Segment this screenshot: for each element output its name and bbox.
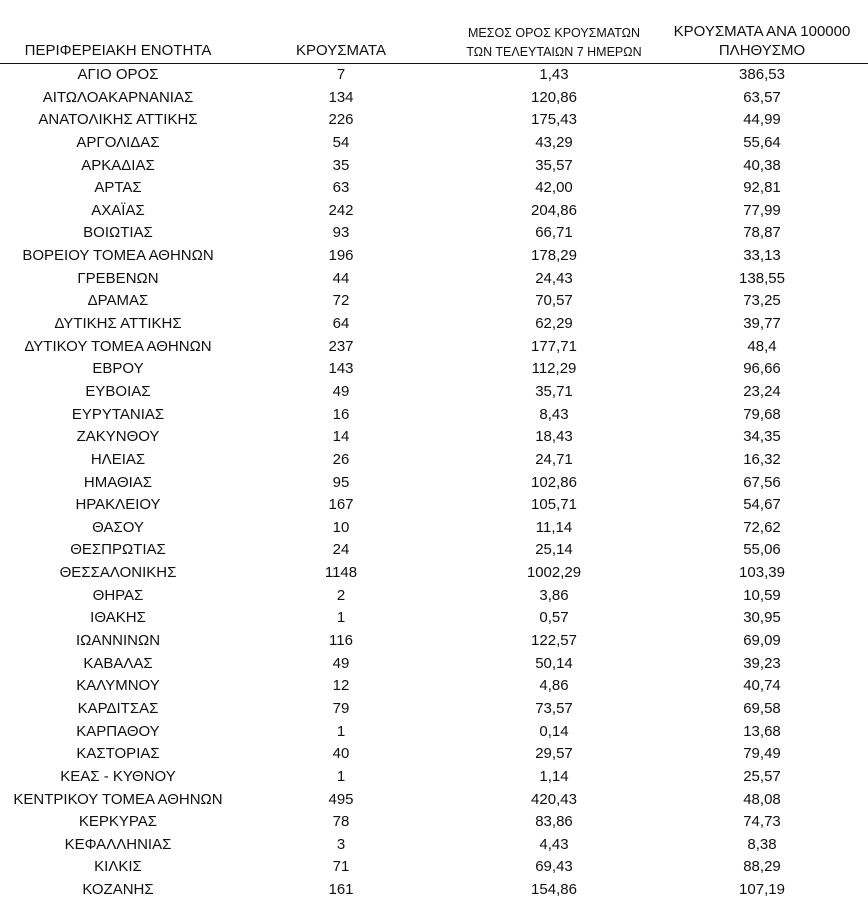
table-row bbox=[0, 268, 868, 291]
table-body bbox=[0, 64, 868, 902]
table-row bbox=[0, 879, 868, 902]
cell-per100k: 23,24 bbox=[743, 382, 781, 400]
cell-avg7: 73,57 bbox=[535, 699, 573, 717]
cell-avg7: 25,14 bbox=[535, 541, 573, 559]
cell-per100k: 69,09 bbox=[743, 632, 781, 650]
cell-cases: 35 bbox=[332, 156, 350, 174]
cell-avg7: 178,29 bbox=[531, 247, 577, 265]
cell-region: ΑΡΚΑΔΙΑΣ bbox=[81, 156, 155, 174]
cell-region: ΑΡΓΟΛΙΔΑΣ bbox=[76, 133, 160, 151]
table-row bbox=[0, 494, 868, 517]
cell-per100k: 74,73 bbox=[743, 813, 781, 831]
cell-cases: 44 bbox=[332, 269, 350, 287]
cell-cases: 1 bbox=[336, 722, 346, 740]
cell-avg7: 112,29 bbox=[531, 360, 577, 378]
table-row bbox=[0, 834, 868, 857]
cell-cases: 79 bbox=[332, 699, 350, 717]
cell-region: ΖΑΚΥΝΘΟΥ bbox=[76, 428, 160, 446]
table-row bbox=[0, 721, 868, 744]
cell-avg7: 83,86 bbox=[535, 813, 573, 831]
cell-cases: 1148 bbox=[324, 564, 358, 582]
cell-per100k: 73,25 bbox=[743, 292, 781, 310]
table-row bbox=[0, 539, 868, 562]
cell-region: ΘΑΣΟΥ bbox=[92, 518, 144, 536]
cell-per100k: 78,87 bbox=[743, 224, 781, 242]
cell-avg7: 66,71 bbox=[535, 224, 573, 242]
cell-cases: 7 bbox=[336, 66, 346, 83]
table-row bbox=[0, 222, 868, 245]
cell-cases: 495 bbox=[328, 790, 354, 808]
cell-cases: 134 bbox=[328, 88, 354, 106]
cell-region: ΑΡΤΑΣ bbox=[94, 179, 142, 197]
cell-region: ΚΑΣΤΟΡΙΑΣ bbox=[76, 745, 160, 763]
cell-region: ΕΥΒΟΙΑΣ bbox=[85, 382, 151, 400]
cell-cases: 26 bbox=[332, 450, 350, 468]
cell-region: ΔΡΑΜΑΣ bbox=[87, 292, 149, 310]
table-row bbox=[0, 766, 868, 789]
cell-avg7: 35,57 bbox=[535, 156, 573, 174]
cell-per100k: 103,39 bbox=[739, 564, 785, 582]
cell-per100k: 107,19 bbox=[739, 881, 785, 899]
table-row bbox=[0, 789, 868, 812]
header-region: ΠΕΡΙΦΕΡΕΙΑΚΗ ΕΝΟΤΗΤΑ bbox=[24, 42, 212, 59]
cell-avg7: 4,86 bbox=[539, 677, 569, 695]
cell-cases: 143 bbox=[328, 360, 354, 378]
cell-per100k: 40,38 bbox=[743, 156, 781, 174]
cell-per100k: 10,59 bbox=[743, 586, 781, 604]
cell-cases: 116 bbox=[329, 632, 353, 650]
table-row bbox=[0, 426, 868, 449]
cell-avg7: 0,14 bbox=[539, 722, 569, 740]
cell-region: ΚΕΡΚΥΡΑΣ bbox=[78, 813, 158, 831]
cell-per100k: 48,08 bbox=[743, 790, 781, 808]
table-row bbox=[0, 811, 868, 834]
cell-cases: 72 bbox=[332, 292, 350, 310]
table-row bbox=[0, 109, 868, 132]
header-per100k-line2: ΠΛΗΘΥΣΜΟ bbox=[718, 42, 806, 59]
cell-avg7: 1002,29 bbox=[526, 564, 582, 582]
cell-per100k: 79,49 bbox=[743, 745, 781, 763]
table-row bbox=[0, 200, 868, 223]
cell-region: ΚΑΡΠΑΘΟΥ bbox=[76, 722, 160, 740]
cell-avg7: 8,43 bbox=[539, 405, 569, 423]
cell-per100k: 55,64 bbox=[743, 133, 781, 151]
cell-per100k: 44,99 bbox=[743, 111, 781, 129]
cell-cases: 24 bbox=[332, 541, 350, 559]
cell-per100k: 13,68 bbox=[743, 722, 781, 740]
cell-avg7: 62,29 bbox=[535, 315, 573, 333]
table-row bbox=[0, 64, 868, 87]
cell-per100k: 39,23 bbox=[743, 654, 781, 672]
table-row bbox=[0, 856, 868, 879]
cell-avg7: 24,71 bbox=[535, 450, 573, 468]
cell-avg7: 50,14 bbox=[535, 654, 573, 672]
cell-region: ΑΓΙΟ ΟΡΟΣ bbox=[77, 66, 159, 83]
table-row bbox=[0, 155, 868, 178]
cell-region: ΗΜΑΘΙΑΣ bbox=[83, 473, 153, 491]
cell-region: ΙΩΑΝΝΙΝΩΝ bbox=[75, 632, 161, 650]
cell-per100k: 34,35 bbox=[743, 428, 781, 446]
cell-avg7: 69,43 bbox=[535, 858, 573, 876]
cell-region: ΔΥΤΙΚΗΣ ΑΤΤΙΚΗΣ bbox=[54, 315, 182, 333]
cell-per100k: 386,53 bbox=[739, 66, 785, 83]
cell-region: ΚΕΑΣ - ΚΥΘΝΟΥ bbox=[60, 767, 176, 785]
cell-cases: 2 bbox=[336, 586, 346, 604]
cell-cases: 14 bbox=[332, 428, 350, 446]
cell-cases: 167 bbox=[328, 496, 354, 514]
cell-avg7: 3,86 bbox=[539, 586, 569, 604]
cell-per100k: 92,81 bbox=[743, 179, 781, 197]
cell-cases: 40 bbox=[332, 745, 350, 763]
cell-cases: 93 bbox=[332, 224, 350, 242]
cell-avg7: 1,14 bbox=[539, 767, 569, 785]
table-row bbox=[0, 404, 868, 427]
cell-region: ΒΟΡΕΙΟΥ ΤΟΜΕΑ ΑΘΗΝΩΝ bbox=[22, 247, 214, 265]
table-row bbox=[0, 698, 868, 721]
cell-cases: 78 bbox=[332, 813, 350, 831]
cell-avg7: 1,43 bbox=[539, 66, 569, 83]
table-row bbox=[0, 313, 868, 336]
cell-cases: 49 bbox=[332, 382, 350, 400]
cell-region: ΘΕΣΠΡΩΤΙΑΣ bbox=[70, 541, 166, 559]
cell-avg7: 204,86 bbox=[531, 201, 577, 219]
cell-cases: 64 bbox=[332, 315, 350, 333]
cell-cases: 196 bbox=[328, 247, 354, 265]
cell-avg7: 154,86 bbox=[531, 881, 577, 899]
cell-region: ΔΥΤΙΚΟΥ ΤΟΜΕΑ ΑΘΗΝΩΝ bbox=[24, 337, 212, 355]
cell-region: ΑΙΤΩΛΟΑΚΑΡΝΑΝΙΑΣ bbox=[42, 88, 194, 106]
cell-region: ΚΟΖΑΝΗΣ bbox=[82, 881, 154, 899]
cell-cases: 54 bbox=[332, 133, 350, 151]
cell-per100k: 69,58 bbox=[743, 699, 781, 717]
cell-per100k: 25,57 bbox=[743, 767, 781, 785]
cell-region: ΚΑΡΔΙΤΣΑΣ bbox=[77, 699, 159, 717]
cell-avg7: 18,43 bbox=[535, 428, 573, 446]
cell-avg7: 4,43 bbox=[539, 835, 569, 853]
cell-cases: 10 bbox=[332, 518, 350, 536]
cell-region: ΚΙΛΚΙΣ bbox=[94, 858, 142, 876]
cell-region: ΚΑΒΑΛΑΣ bbox=[83, 654, 153, 672]
table-row bbox=[0, 653, 868, 676]
header-avg7-line1: ΜΕΣΟΣ ΟΡΟΣ ΚΡΟΥΣΜΑΤΩΝ bbox=[467, 26, 641, 40]
cell-per100k: 138,55 bbox=[739, 269, 785, 287]
cell-avg7: 120,86 bbox=[531, 88, 577, 106]
header-avg7-line2: ΤΩΝ ΤΕΛΕΥΤΑΙΩΝ 7 ΗΜΕΡΩΝ bbox=[466, 45, 642, 59]
cell-region: ΑΧΑΪΑΣ bbox=[91, 201, 145, 219]
cell-region: ΙΘΑΚΗΣ bbox=[90, 609, 146, 627]
cell-per100k: 16,32 bbox=[743, 450, 781, 468]
cell-avg7: 29,57 bbox=[535, 745, 573, 763]
cell-per100k: 67,56 bbox=[743, 473, 781, 491]
cell-cases: 12 bbox=[332, 677, 350, 695]
cell-avg7: 420,43 bbox=[531, 790, 577, 808]
table-row bbox=[0, 449, 868, 472]
table-row bbox=[0, 562, 868, 585]
cell-cases: 226 bbox=[328, 111, 354, 129]
cell-region: ΓΡΕΒΕΝΩΝ bbox=[77, 269, 159, 287]
cell-per100k: 77,99 bbox=[743, 201, 781, 219]
cell-avg7: 42,00 bbox=[535, 179, 573, 197]
table-row bbox=[0, 607, 868, 630]
cell-avg7: 102,86 bbox=[531, 473, 577, 491]
table-row bbox=[0, 630, 868, 653]
cell-per100k: 30,95 bbox=[743, 609, 781, 627]
table-row bbox=[0, 675, 868, 698]
table-header bbox=[0, 0, 868, 64]
cell-per100k: 39,77 bbox=[743, 315, 781, 333]
cell-per100k: 88,29 bbox=[743, 858, 781, 876]
cell-per100k: 79,68 bbox=[743, 405, 781, 423]
cell-region: ΘΕΣΣΑΛΟΝΙΚΗΣ bbox=[59, 564, 177, 582]
cell-avg7: 122,57 bbox=[531, 632, 577, 650]
header-per100k-line1: ΚΡΟΥΣΜΑΤΑ ΑΝΑ 100000 bbox=[673, 23, 851, 40]
table-row bbox=[0, 132, 868, 155]
cell-per100k: 8,38 bbox=[747, 835, 777, 853]
table-row bbox=[0, 177, 868, 200]
cell-avg7: 35,71 bbox=[535, 382, 573, 400]
cell-avg7: 105,71 bbox=[531, 496, 577, 514]
cell-avg7: 24,43 bbox=[535, 269, 573, 287]
cell-per100k: 63,57 bbox=[743, 88, 781, 106]
table-row bbox=[0, 358, 868, 381]
header-per100k bbox=[656, 22, 868, 60]
cell-cases: 3 bbox=[336, 835, 346, 853]
table-row bbox=[0, 585, 868, 608]
cell-region: ΑΝΑΤΟΛΙΚΗΣ ΑΤΤΙΚΗΣ bbox=[38, 111, 198, 129]
header-avg7 bbox=[440, 24, 668, 62]
table-row bbox=[0, 336, 868, 359]
cell-per100k: 96,66 bbox=[743, 360, 781, 378]
table-row bbox=[0, 743, 868, 766]
cell-avg7: 0,57 bbox=[539, 609, 569, 627]
cell-avg7: 175,43 bbox=[531, 111, 577, 129]
cell-region: ΚΕΝΤΡΙΚΟΥ ΤΟΜΕΑ ΑΘΗΝΩΝ bbox=[13, 790, 223, 808]
cell-avg7: 70,57 bbox=[535, 292, 573, 310]
cell-per100k: 33,13 bbox=[743, 247, 781, 265]
cell-cases: 161 bbox=[328, 881, 354, 899]
cell-region: ΚΑΛΥΜΝΟΥ bbox=[76, 677, 160, 695]
table-row bbox=[0, 381, 868, 404]
cell-cases: 16 bbox=[332, 405, 350, 423]
cell-cases: 242 bbox=[328, 201, 354, 219]
cell-region: ΘΗΡΑΣ bbox=[92, 586, 144, 604]
table-row bbox=[0, 87, 868, 110]
cell-per100k: 48,4 bbox=[747, 337, 777, 355]
cell-per100k: 72,62 bbox=[743, 518, 781, 536]
cell-cases: 1 bbox=[336, 767, 346, 785]
cell-region: ΕΒΡΟΥ bbox=[92, 360, 144, 378]
cell-per100k: 54,67 bbox=[743, 496, 781, 514]
cell-per100k: 55,06 bbox=[743, 541, 781, 559]
cell-region: ΗΡΑΚΛΕΙΟΥ bbox=[75, 496, 161, 514]
cell-avg7: 177,71 bbox=[531, 337, 577, 355]
cell-region: ΚΕΦΑΛΛΗΝΙΑΣ bbox=[64, 835, 172, 853]
cell-avg7: 11,14 bbox=[535, 518, 573, 536]
cell-cases: 49 bbox=[332, 654, 350, 672]
cell-cases: 63 bbox=[332, 179, 350, 197]
cell-cases: 71 bbox=[332, 858, 350, 876]
cell-region: ΒΟΙΩΤΙΑΣ bbox=[83, 224, 153, 242]
cell-region: ΗΛΕΙΑΣ bbox=[90, 450, 146, 468]
cell-region: ΕΥΡΥΤΑΝΙΑΣ bbox=[71, 405, 165, 423]
cell-cases: 95 bbox=[332, 473, 350, 491]
cell-cases: 1 bbox=[336, 609, 346, 627]
table-row bbox=[0, 517, 868, 540]
cell-per100k: 40,74 bbox=[743, 677, 781, 695]
cell-avg7: 43,29 bbox=[535, 133, 573, 151]
header-cases: ΚΡΟΥΣΜΑΤΑ bbox=[296, 42, 386, 59]
table-row bbox=[0, 472, 868, 495]
table-row bbox=[0, 290, 868, 313]
table-row bbox=[0, 245, 868, 268]
cell-cases: 237 bbox=[328, 337, 354, 355]
